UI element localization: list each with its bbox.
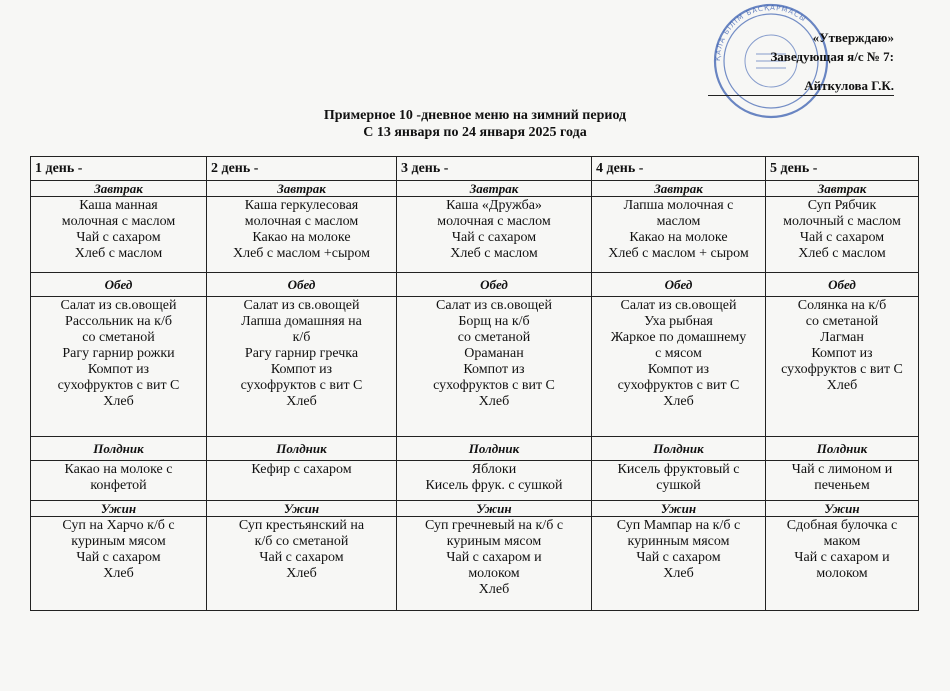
menu-cell [592,297,766,437]
dish: сухофруктов с вит С [433,378,555,393]
menu-cell [207,517,397,611]
dish: Ораманан [464,346,524,361]
dish: Какао на молоке [252,230,351,245]
menu-cell [766,517,919,611]
dish: Хлеб [286,394,317,409]
breakfast-row [31,197,919,273]
dish: Рагу гарнир гречка [244,346,359,361]
dish: Салат из св.овощей [620,298,737,313]
dish: молочная с маслом [61,214,176,229]
dish: Чай с сахаром и [446,550,542,565]
dish: куриным мясом [446,534,542,549]
dish: Борщ на к/б [458,314,530,329]
approval-line-2: Заведующая я/с № 7: [770,49,894,64]
page-subtitle: С 13 января по 24 января 2025 года [363,125,587,140]
dish: Чай с сахаром и [794,550,890,565]
day-header-row [31,157,919,181]
meal-label: Завтрак [592,181,766,197]
menu-cell [31,517,207,611]
dish: куринным мясом [627,534,730,549]
dish: Салат из св.овощей [60,298,177,313]
meal-label: Полдник [766,437,919,461]
dish: Хлеб с маслом [798,246,886,261]
meal-label: Ужин [397,501,592,517]
dinner-row [31,517,919,611]
menu-cell [31,197,207,273]
dish: Кефир с сахаром [251,462,352,477]
dish: молоком [468,566,520,581]
lunch-row [31,297,919,437]
dish: молочная с маслом [437,214,551,229]
menu-cell [592,517,766,611]
dish: Суп гречневый на к/б с [424,518,564,533]
menu-cell [397,197,592,273]
approval-line-1: «Утверждаю» [812,30,894,45]
dish: молочный с маслом [783,214,901,229]
dish: Салат из св.овощей [243,298,360,313]
menu-cell [592,197,766,273]
meal-label: Полдник [31,437,207,461]
dish: Кисель фрук. с сушкой [425,478,563,493]
dish: сухофруктов с вит С [240,378,363,393]
dish: Солянка на к/б [797,298,887,313]
dish: Рагу гарнир рожки [62,346,175,361]
dish: Хлеб [478,394,510,409]
day-header: 2 день - [207,157,397,181]
meal-label: Полдник [397,437,592,461]
day-header: 1 день - [31,157,207,181]
dish: Чай с сахаром [259,550,344,565]
menu-cell [592,461,766,501]
meal-label: Ужин [31,501,207,517]
dish: Яблоки [471,462,517,477]
dish: конфетой [90,478,147,493]
lunch-label-row [31,273,919,297]
dish: сухофруктов с вит С [781,362,903,377]
dish: маслом [656,214,701,229]
dish: Кисель фруктовый с [617,462,740,477]
dinner-label-row [31,501,919,517]
dish: сухофруктов с вит С [57,378,180,393]
menu-cell [207,297,397,437]
meal-label: Обед [766,273,919,297]
dish: Хлеб [663,394,694,409]
meal-label: Ужин [207,501,397,517]
approval-block [708,28,894,96]
dish: Хлеб [478,582,510,597]
dish: молоком [816,566,868,581]
meal-label: Обед [207,273,397,297]
meal-label: Завтрак [397,181,592,197]
meal-label: Завтрак [766,181,919,197]
dish: маком [823,534,861,549]
menu-cell [207,461,397,501]
page-title: Примерное 10 -дневное меню на зимний период [323,108,627,123]
dish: Лапша домашняя на [241,314,362,329]
dish: Компот из [463,362,525,377]
dish: сушкой [656,478,701,493]
menu-cell [766,297,919,437]
day-header: 4 день - [592,157,766,181]
dish: Хлеб с маслом [450,246,538,261]
meal-label: Обед [397,273,592,297]
dish: со сметаной [82,330,155,345]
dish: к/б со сметаной [254,534,349,549]
dish: к/б [292,330,311,345]
dish: Суп Рябчик [807,198,877,213]
meal-label: Полдник [592,437,766,461]
dish: Рассольник на к/б [65,314,172,329]
dish: Чай с сахаром [451,230,537,245]
dish: Лапша молочная с [623,198,734,213]
dish: молочная с маслом [244,214,359,229]
dish: Компот из [647,362,710,377]
menu-cell [766,461,919,501]
dish: Каша манная [79,198,158,213]
menu-cell [397,297,592,437]
dish: Каша «Дружба» [446,198,542,213]
meal-label: Завтрак [31,181,207,197]
dish: Суп Мампар на к/б с [616,518,741,533]
dish: Какао на молоке с [64,462,173,477]
dish: Хлеб [286,566,317,581]
approval-signature: Айткулова Г.К. [708,76,894,96]
dish: Компот из [811,346,873,361]
meal-label: Обед [592,273,766,297]
dish: Суп крестьянский на [238,518,365,533]
dish: Чай с лимоном и [791,462,893,477]
dish: Уха рыбная [644,314,713,329]
stamp-text: ҚАЛА БІЛІМ БАСҚАРМАСЫ [713,3,808,62]
meal-label: Завтрак [207,181,397,197]
snack-label-row [31,437,919,461]
dish: со сметаной [805,314,879,329]
dish: Салат из св.овощей [436,298,552,313]
dish: Хлеб [663,566,694,581]
menu-cell [397,517,592,611]
day-header: 3 день - [397,157,592,181]
dish: Чай с сахаром [799,230,885,245]
menu-cell [766,197,919,273]
dish: Чай с сахаром [76,230,161,245]
dish: Хлеб [826,378,858,393]
snack-row [31,461,919,501]
dish: Хлеб с маслом +сыром [232,246,371,261]
meal-label: Ужин [592,501,766,517]
dish: Жаркое по домашнему [610,330,747,345]
dish: печеньем [814,478,870,493]
day-header: 5 день - [766,157,919,181]
breakfast-label-row [31,181,919,197]
dish: Хлеб с маслом [74,246,163,261]
dish: Какао на молоке [629,230,728,245]
dish: со сметаной [457,330,531,345]
dish: куриным мясом [71,534,166,549]
menu-cell [31,461,207,501]
dish: Каша геркулесовая [244,198,359,213]
dish: Сдобная булочка с [786,518,898,533]
dish: сухофруктов с вит С [617,378,740,393]
menu-cell [31,297,207,437]
meal-label: Полдник [207,437,397,461]
menu-cell [397,461,592,501]
dish: Хлеб с маслом + сыром [608,246,749,261]
dish: Компот из [270,362,333,377]
dish: Чай с сахаром [76,550,161,565]
dish: с мясом [655,346,702,361]
dish: Лагман [820,330,864,345]
dish: Компот из [87,362,150,377]
dish: Хлеб [103,566,134,581]
dish: Суп на Харчо к/б с [62,518,175,533]
meal-label: Ужин [766,501,919,517]
meal-label: Обед [31,273,207,297]
page-title-block [0,107,950,141]
menu-cell [207,197,397,273]
dish: Хлеб [103,394,134,409]
menu-table [30,156,919,611]
dish: Чай с сахаром [636,550,721,565]
